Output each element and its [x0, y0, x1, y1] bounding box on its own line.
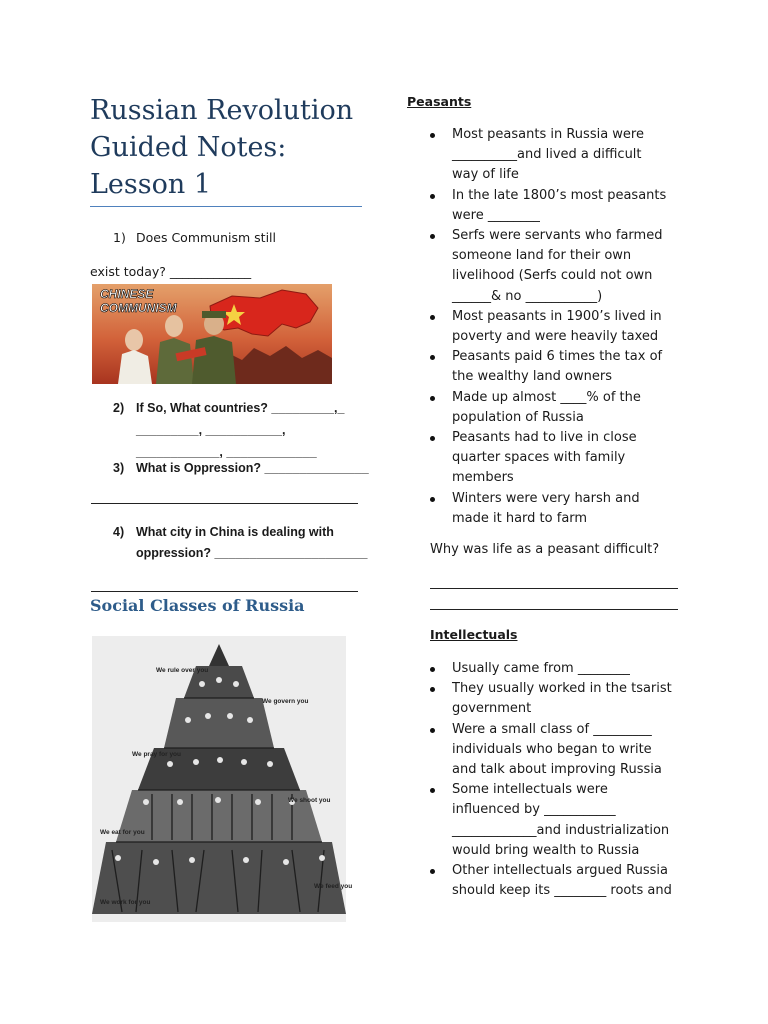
pyramid-label-feed: We feed you [314, 883, 353, 890]
title-line-1: Russian Revolution [90, 95, 354, 126]
list-item: Made up almost ____% of the population of Russia [428, 388, 688, 428]
q3-text: What is Oppression? _______________ [136, 461, 369, 475]
list-item: Were a small class of _________ individuals who began to write and talk about improving Russia [428, 720, 688, 781]
pyramid-label-eat: We eat for you [100, 829, 145, 836]
title-line-3: Lesson 1 [90, 169, 212, 200]
list-item: Peasants paid 6 times the tax of the wealthy land owners [428, 347, 688, 387]
list-item: They usually worked in the tsarist government [428, 679, 688, 719]
pyramid-label-work: We work for you [100, 899, 151, 906]
peasant-question: Why was life as a peasant difficult? [430, 542, 660, 557]
peasant-answer-rule-1 [430, 588, 678, 589]
q2-number: 2) [113, 401, 125, 415]
title-line-2: Guided Notes: [90, 132, 287, 163]
title-rule [90, 206, 362, 207]
list-item: Most peasants in Russia were __________and lived a difficult way of life [428, 125, 688, 186]
pyramid-label-shoot: We shoot you [288, 797, 331, 804]
page-title [90, 92, 370, 203]
list-item: Some intellectuals were influenced by ___________ _____________and industrialization would bring wealth to Russia [428, 780, 688, 861]
q2-answer-line-3: ____________, _____________ [136, 445, 317, 459]
q2-answer-line-2: _________, ___________, [136, 423, 286, 437]
q1-text: Does Communism still [136, 230, 276, 245]
intellectuals-list [428, 659, 688, 901]
peasant-answer-rule-2 [430, 609, 678, 610]
list-item: Most peasants in 1900’s lived in poverty and were heavily taxed [428, 307, 688, 347]
peasants-list [428, 125, 688, 529]
social-classes-heading: Social Classes of Russia [90, 596, 305, 615]
pyramid-label-pray: We pray for you [132, 751, 182, 758]
q2-text: If So, What countries? _________,_ [136, 401, 345, 415]
social-pyramid-illustration-icon [92, 636, 353, 922]
peasants-heading: Peasants [407, 94, 472, 109]
social-pyramid-image [92, 636, 353, 922]
list-item: Winters were very harsh and made it hard to farm [428, 489, 688, 529]
pyramid-label-rule: We rule over you [156, 667, 209, 674]
intellectuals-heading: Intellectuals [430, 627, 518, 642]
q4-answer-line-2: oppression? ______________________ [136, 546, 368, 560]
list-item: Usually came from ________ [428, 659, 688, 679]
poster-title-line-1: CHINESE [100, 287, 154, 301]
q4-number: 4) [113, 525, 125, 539]
q4-answer-rule [91, 591, 358, 592]
poster-title-line-2: COMMUNISM [100, 301, 177, 315]
list-item: Other intellectuals argued Russia should keep its ________ roots and [428, 861, 688, 901]
poster-illustration-icon [92, 284, 332, 384]
q1-answer-line: exist today? _____________ [90, 264, 252, 279]
chinese-communism-poster [92, 284, 332, 384]
q4-text: What city in China is dealing with [136, 525, 334, 539]
list-item: Serfs were servants who farmed someone land for their own livelihood (Serfs could not own ______& no ___________) [428, 226, 688, 307]
list-item: Peasants had to live in close quarter spaces with family members [428, 428, 688, 489]
q3-number: 3) [113, 461, 125, 475]
pyramid-label-govern: We govern you [262, 698, 309, 705]
list-item: In the late 1800’s most peasants were ________ [428, 186, 688, 226]
q1-number: 1) [113, 230, 126, 245]
q3-answer-rule [91, 503, 358, 504]
